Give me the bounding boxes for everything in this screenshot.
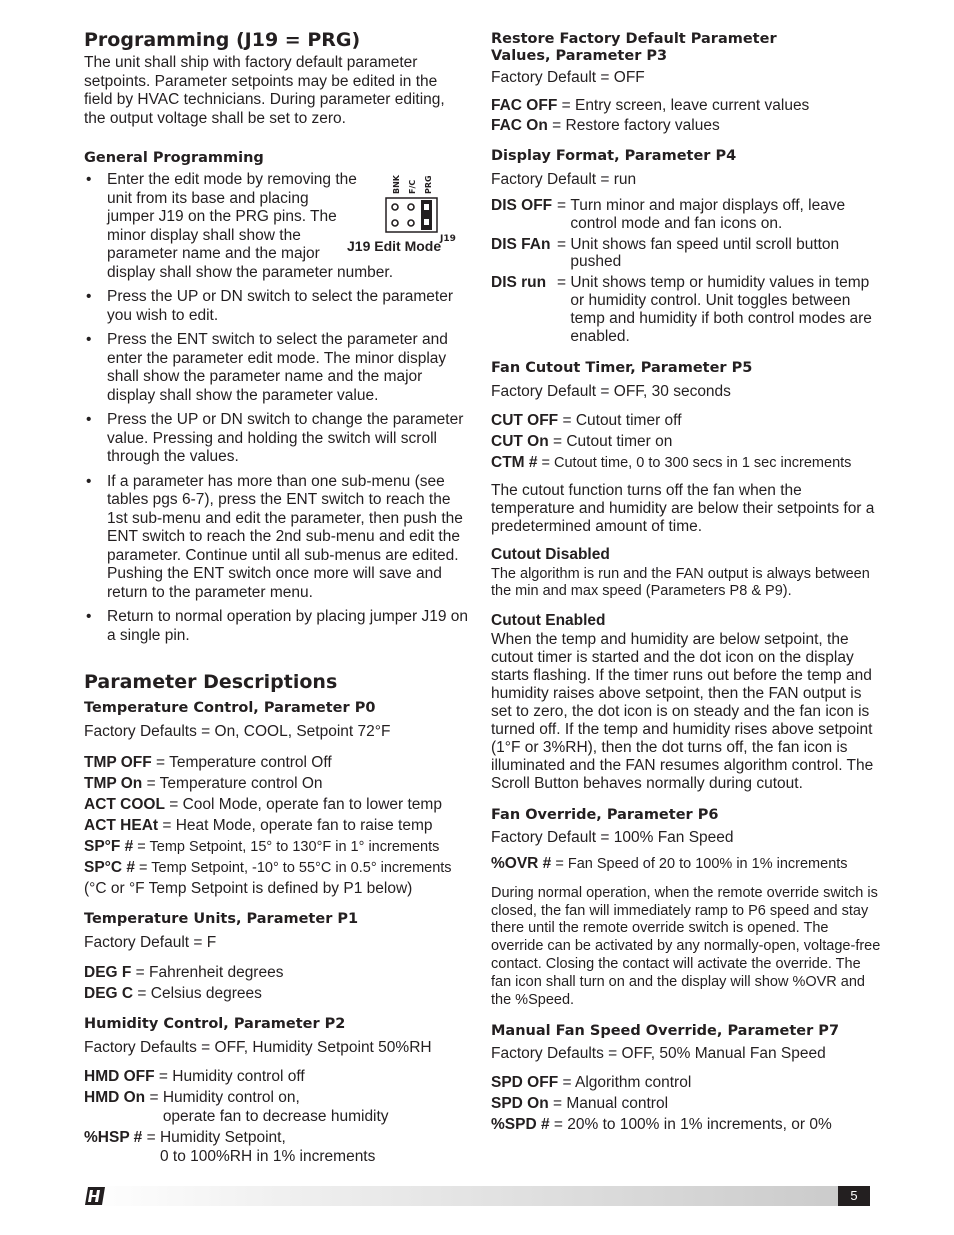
p2-option: %HSP # = Humidity Setpoint, 0 to 100%RH in 1% increments <box>84 1129 469 1166</box>
option-text: = Temp Setpoint, 15° to 130°F in 1° increments <box>133 838 440 855</box>
list-item: • Press the ENT switch to select the parameter and enter the parameter edit mode. The minor display shall show the parameter name and the major display shall show the parameter value. <box>84 331 469 405</box>
footer-bar <box>84 1186 870 1206</box>
cutout-disabled-heading: Cutout Disabled <box>491 545 610 563</box>
p4-option: DIS FAn = Unit shows fan speed until scroll button pushed <box>491 236 881 272</box>
p0-options <box>84 752 469 899</box>
p3-option <box>491 116 881 136</box>
p0-option <box>84 752 469 773</box>
option-text: Humidity control off <box>172 1067 305 1085</box>
option-key: %OVR # <box>491 855 552 873</box>
page-number: 5 <box>838 1186 870 1206</box>
p0-default: Factory Defaults = On, COOL, Setpoint 72°F <box>84 723 391 740</box>
p4-option: DIS OFF = Turn minor and major displays off, leave control mode and fan icons on. <box>491 197 881 233</box>
p2-option: HMD OFF = Humidity control off <box>84 1068 469 1087</box>
option-key: ACT COOL <box>84 795 165 813</box>
programming-intro: The unit shall ship with factory default parameter setpoints. Parameter setpoints may be edited in the field by HVAC technicians. During parameter editing, the output voltage shall be set to zero. <box>84 54 445 127</box>
option-key: SP°F # <box>84 837 134 855</box>
list-item: • Press the UP or DN switch to change the parameter value. Pressing and holding the switch will scroll through the values. <box>84 411 469 467</box>
option-key: DIS OFF <box>491 197 553 214</box>
option-key: FAC OFF <box>491 96 558 114</box>
option-key: CUT OFF <box>491 411 559 429</box>
option-text: Humidity Setpoint, 0 to 100%RH in 1% increments <box>159 1129 376 1165</box>
p2-option: HMD On = Humidity control on, operate fan to decrease humidity <box>84 1089 469 1126</box>
option-text: = Cutout timer on <box>548 432 673 450</box>
programming-heading: Programming (J19 = PRG) <box>84 29 361 51</box>
list-item-text: Enter the edit mode by removing the unit from its base and placing jumper J19 on the PRG pins. The minor display shall show the parameter name and the major display shall show the parameter number. <box>107 171 394 281</box>
option-text: Unit shows temp or humidity values in temp or humidity control. Unit toggles between temp and humidity if both control modes are enabled. <box>570 274 872 345</box>
option-text: = Fan Speed of 20 to 100% in 1% increments <box>551 856 848 873</box>
option-key: TMP OFF <box>84 753 152 771</box>
option-text: Humidity control on, operate fan to decrease humidity <box>162 1089 389 1125</box>
option-text: = Temp Setpoint, -10° to 55°C in 0.5° increments <box>135 859 452 876</box>
p3-option <box>491 96 881 116</box>
p0-option <box>84 857 469 878</box>
option-text: Turn minor and major displays off, leave control mode and fan icons on. <box>570 197 846 232</box>
p3-default: Factory Default = OFF <box>491 69 645 86</box>
p5-options <box>491 410 881 473</box>
p0-heading: Temperature Control, Parameter P0 <box>84 700 376 716</box>
option-text: = 20% to 100% in 1% increments, or 0% <box>549 1115 832 1133</box>
option-text: = Cutout timer off <box>558 411 682 429</box>
option-key: TMP On <box>84 774 143 792</box>
p1-option <box>84 962 469 983</box>
general-programming-list <box>84 171 469 645</box>
option-text: = Cool Mode, operate fan to lower temp <box>164 795 442 813</box>
p0-option <box>84 815 469 836</box>
option-key: ACT HEAt <box>84 816 159 834</box>
p1-option <box>84 983 469 1004</box>
option-key: HMD OFF <box>84 1067 155 1085</box>
p1-heading: Temperature Units, Parameter P1 <box>84 910 359 927</box>
option-key: DEG C <box>84 985 134 1002</box>
option-key: HMD On <box>84 1089 146 1106</box>
p7-option <box>491 1093 881 1114</box>
p7-default: Factory Defaults = OFF, 50% Manual Fan Speed <box>491 1045 826 1063</box>
list-item <box>84 171 469 282</box>
p6-option <box>491 855 881 874</box>
option-key: FAC On <box>491 116 548 134</box>
p0-option <box>84 836 469 857</box>
option-text: = Celsius degrees <box>133 985 262 1002</box>
option-key: CTM # <box>491 453 538 471</box>
p3-options <box>491 96 881 136</box>
cutout-enabled-heading: Cutout Enabled <box>491 611 606 629</box>
option-key: DEG F <box>84 964 132 981</box>
list-item: • If a parameter has more than one sub-menu (see tables pgs 6-7), press the ENT switch to reach the 1st sub-menu and edit the parameter, then push the ENT switch to reach the 2nd sub-menu and edit the parameter. Continue until all sub-menus are edited. Pushing the ENT switch once more will save and return to the parameter menu. <box>84 473 469 603</box>
option-text: = Temperature control On <box>142 774 323 792</box>
cutout-disabled-text: The algorithm is run and the FAN output is always between the min and max speed (Parameters P8 & P9). <box>491 565 870 599</box>
option-key: CUT On <box>491 432 549 450</box>
j19-caption: J19 Edit Mode <box>347 238 442 254</box>
p5-option <box>491 431 881 452</box>
list-item: • Press the UP or DN switch to select the parameter you wish to edit. <box>84 288 469 325</box>
general-programming-heading: General Programming <box>84 150 264 166</box>
p3-heading: Restore Factory Default Parameter Values, Parameter P3 <box>491 31 777 64</box>
p4-heading: Display Format, Parameter P4 <box>491 147 737 164</box>
option-text: Unit shows fan speed until scroll button pushed <box>570 235 840 271</box>
pin-label-bnk: • BNK <box>392 175 401 194</box>
p5-default: Factory Default = OFF, 30 seconds <box>491 383 731 401</box>
option-key: %HSP # <box>84 1129 143 1146</box>
option-text: = Entry screen, leave current values <box>557 96 810 114</box>
p7-option <box>491 1072 881 1093</box>
p5-option <box>491 410 881 431</box>
p1-default: Factory Default = F <box>84 933 217 951</box>
p0-note: (°C or °F Temp Setpoint is defined by P1 below) <box>84 879 413 897</box>
p7-option <box>491 1114 881 1135</box>
p4-option: DIS run = Unit shows temp or humidity values in temp or humidity control. Unit toggles between temp and humidity if both control modes are enabled. <box>491 274 881 345</box>
parameter-descriptions-heading: Parameter Descriptions <box>84 671 338 693</box>
right-column <box>491 31 881 1135</box>
option-text: = Algorithm control <box>558 1073 692 1091</box>
left-column <box>84 28 469 1166</box>
p7-heading: Manual Fan Speed Override, Parameter P7 <box>491 1023 840 1040</box>
option-key: DIS FAn <box>491 235 551 253</box>
option-key: DIS run <box>491 274 547 292</box>
cutout-enabled-text: When the temp and humidity are below setpoint, the cutout timer is started and the dot icon on the display starts flashing. If the timer runs out before the temp and humidity raises above setpoint, then the FAN output is set to zero, the dot icon is on steady and the fan icon is turned off. If the temp and humidity rises above setpoint (1°F or 3%RH), then the dot turns off, the fan icon is illuminated and the FAN resumes algorithm control. The Scroll Button behaves normally during cutout. <box>491 630 874 792</box>
option-text: = Restore factory values <box>547 116 720 134</box>
p5-description: The cutout function turns off the fan when the temperature and humidity are below their setpoints for a predetermined amount of time. <box>491 481 875 535</box>
p6-description: During normal operation, when the remote override switch is closed, the fan will immediately ramp to P6 speed and stay there until the remote override switch is opened. The override can be activated by any normally-open, voltage-free contact. Closing the contact will activate the override. The fan icon shall turn on and the display will show %OVR and the %Speed. <box>491 884 881 1008</box>
p4-options <box>491 197 881 345</box>
p2-default: Factory Defaults = OFF, Humidity Setpoint 50%RH <box>84 1039 432 1056</box>
p5-option <box>491 452 881 473</box>
option-key: SP°C # <box>84 858 135 876</box>
pin-label-fc: F/C <box>408 179 417 194</box>
option-text: = Cutout time, 0 to 300 secs in 1 sec increments <box>537 454 852 471</box>
option-text: = Heat Mode, operate fan to raise temp <box>158 816 433 834</box>
jumper-label: J19 <box>440 234 456 244</box>
p7-options <box>491 1072 881 1135</box>
pin-label-prg: PRG <box>424 175 433 194</box>
company-logo-icon <box>84 1186 106 1206</box>
p0-option <box>84 794 469 815</box>
p0-option <box>84 773 469 794</box>
option-key: %SPD # <box>491 1115 550 1133</box>
p4-default: Factory Default = run <box>491 170 637 188</box>
j19-jumper-diagram <box>347 173 469 255</box>
option-key: SPD OFF <box>491 1073 559 1091</box>
p2-options <box>84 1068 469 1167</box>
option-text: = Fahrenheit degrees <box>131 964 284 981</box>
option-text: = Manual control <box>548 1094 669 1112</box>
p6-heading: Fan Override, Parameter P6 <box>491 806 719 823</box>
option-text: = Temperature control Off <box>151 753 332 771</box>
p6-default: Factory Default = 100% Fan Speed <box>491 828 734 846</box>
option-key: SPD On <box>491 1094 549 1112</box>
p1-options <box>84 962 469 1004</box>
p2-heading: Humidity Control, Parameter P2 <box>84 1016 346 1032</box>
p5-heading: Fan Cutout Timer, Parameter P5 <box>491 360 753 377</box>
list-item: • Return to normal operation by placing jumper J19 on a single pin. <box>84 608 469 645</box>
